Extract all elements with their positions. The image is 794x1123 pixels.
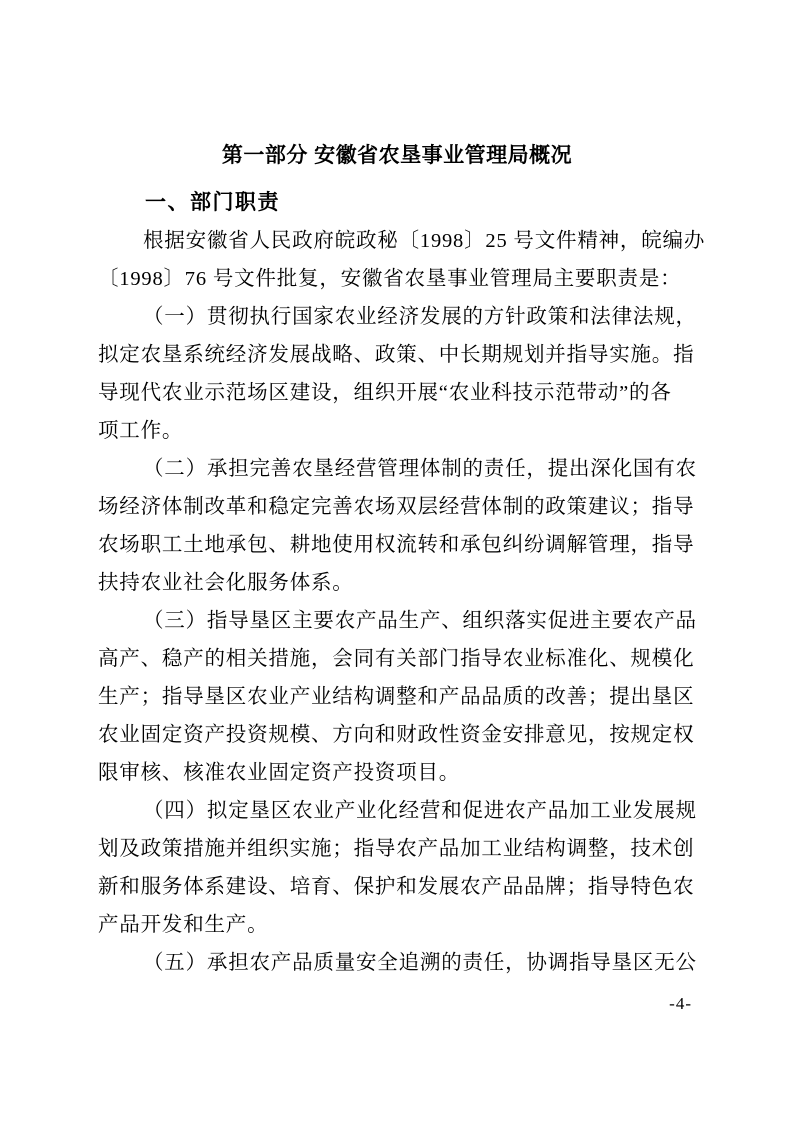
paragraph-line: （四）拟定垦区农业产业化经营和促进农产品加工业发展规 xyxy=(143,800,697,822)
paragraph-line: （二）承担完善农垦经营管理体制的责任，提出深化国有农 xyxy=(143,458,697,480)
paragraph-line: 拟定农垦系统经济发展战略、政策、中长期规划并指导实施。指 xyxy=(98,344,695,366)
paragraph-line: 〔1998〕76 号文件批复，安徽省农垦事业管理局主要职责是： xyxy=(98,268,682,290)
paragraph-line: 导现代农业示范场区建设，组织开展“农业科技示范带动”的各 xyxy=(98,382,672,404)
paragraph-line: （三）指导垦区主要农产品生产、组织落实促进主要农产品 xyxy=(143,610,697,632)
paragraph-line: （一）贯彻执行国家农业经济发展的方针政策和法律法规， xyxy=(143,306,697,328)
paragraph-line: 限审核、核准农业固定资产投资项目。 xyxy=(98,762,461,784)
paragraph-line: 产品开发和生产。 xyxy=(98,914,269,936)
paragraph-line: 项工作。 xyxy=(98,420,184,442)
section-heading: 一、部门职责 xyxy=(145,191,280,214)
paragraph-line: （五）承担农产品质量安全追溯的责任，协调指导垦区无公 xyxy=(143,952,697,974)
paragraph-line: 根据安徽省人民政府皖政秘〔1998〕25 号文件精神，皖编办 xyxy=(143,230,706,252)
paragraph-line: 新和服务体系建设、培育、保护和发展农产品品牌；指导特色农 xyxy=(98,876,695,898)
document-title: 第一部分 安徽省农垦事业管理局概况 xyxy=(221,144,573,167)
paragraph-line: 高产、稳产的相关措施，会同有关部门指导农业标准化、规模化 xyxy=(98,648,695,670)
paragraph-line: 划及政策措施并组织实施；指导农产品加工业结构调整，技术创 xyxy=(98,838,695,860)
paragraph-line: 农场职工土地承包、耕地使用权流转和承包纠纷调解管理，指导 xyxy=(98,534,695,556)
paragraph-line: 生产；指导垦区农业产业结构调整和产品品质的改善；提出垦区 xyxy=(98,686,695,708)
paragraph-line: 场经济体制改革和稳定完善农场双层经营体制的政策建议；指导 xyxy=(98,496,695,518)
paragraph-line: 农业固定资产投资规模、方向和财政性资金安排意见，按规定权 xyxy=(98,724,695,746)
paragraph-line: 扶持农业社会化服务体系。 xyxy=(98,572,354,594)
page-number: -4- xyxy=(669,994,692,1013)
document-body xyxy=(98,222,738,982)
